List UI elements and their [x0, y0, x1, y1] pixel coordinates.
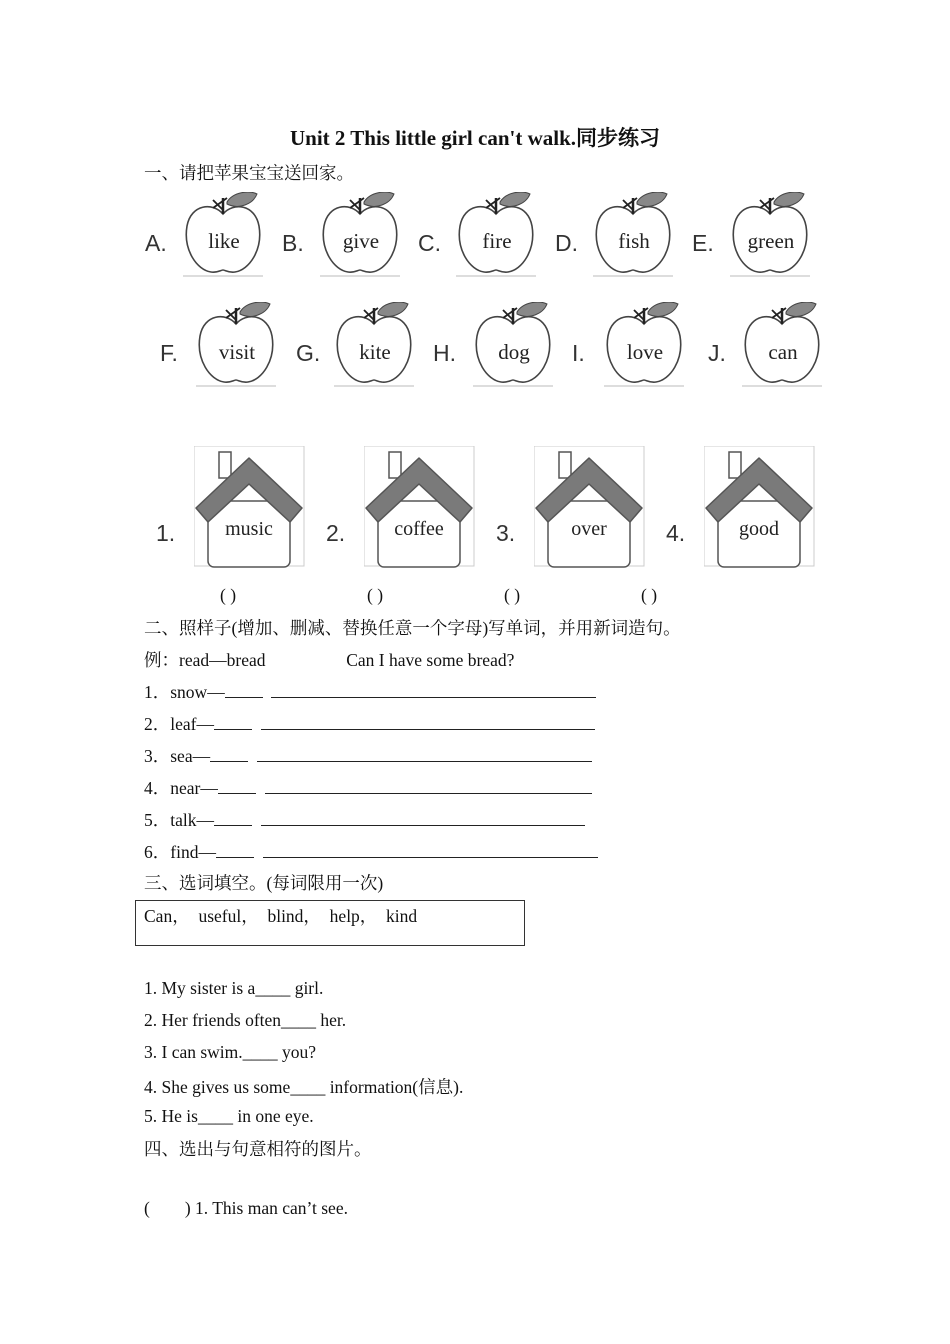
section-1-heading: 一、请把苹果宝宝送回家。	[144, 163, 354, 183]
apple-letter: F.	[160, 340, 178, 366]
word-blank[interactable]	[218, 779, 256, 794]
sentence-blank[interactable]	[257, 747, 592, 762]
apple-letter: B.	[282, 230, 304, 256]
example-label: 例：read—bread	[144, 650, 266, 670]
fill-sentence: 1. My sister is a____ girl.	[144, 978, 324, 998]
apple-letter: G.	[296, 340, 321, 366]
rewrite-item	[144, 743, 592, 768]
house-word: coffee	[394, 518, 444, 540]
section-2-heading: 二、照样子(增加、删减、替换任意一个字母)写单词，并用新词造句。	[144, 618, 681, 638]
apple-row-1	[0, 192, 950, 282]
apple-letter: C.	[418, 230, 441, 256]
house-word: good	[739, 518, 779, 540]
apple-letter: J.	[708, 340, 726, 366]
apple-word: give	[342, 229, 380, 253]
house-word: music	[225, 518, 273, 540]
rewrite-prompt: 3．sea—	[144, 746, 211, 766]
apple-word: can	[768, 340, 798, 364]
house-number: 1.	[156, 520, 176, 546]
rewrite-prompt: 6．find—	[144, 842, 216, 862]
example-sentence: Can I have some bread?	[346, 650, 515, 670]
apple-letter: D.	[555, 230, 578, 256]
page-title: Unit 2 This little girl can't walk.同步练习	[289, 126, 661, 150]
house-icon	[534, 446, 646, 568]
sentence-blank[interactable]	[261, 811, 585, 826]
apple-word: green	[747, 229, 795, 253]
apple-letter: I.	[572, 340, 585, 366]
answer-blank[interactable]: ( )	[504, 585, 521, 605]
apple-word: like	[208, 229, 240, 253]
house-word: over	[571, 518, 607, 540]
word-blank[interactable]	[225, 683, 263, 698]
apple-word: visit	[218, 340, 256, 364]
word-bank-box	[135, 900, 525, 946]
fill-sentence: 4. She gives us some____ information(信息).	[144, 1077, 464, 1097]
apple-row-2	[0, 302, 950, 392]
word-blank[interactable]	[210, 747, 248, 762]
house-number: 2.	[326, 520, 346, 546]
section-4-heading: 四、选出与句意相符的图片。	[144, 1139, 372, 1159]
fill-sentence: 2. Her friends often____ her.	[144, 1010, 347, 1030]
word-blank[interactable]	[214, 811, 252, 826]
sentence-blank[interactable]	[271, 683, 596, 698]
sentence-blank[interactable]	[263, 843, 598, 858]
word-blank[interactable]	[216, 843, 254, 858]
rewrite-item	[144, 839, 598, 864]
house-icon	[194, 446, 306, 568]
rewrite-prompt: 2．leaf—	[144, 714, 214, 734]
picture-question: ( ) 1. This man can’t see.	[144, 1198, 348, 1218]
apple-letter: A.	[145, 230, 167, 256]
rewrite-item	[144, 775, 592, 800]
rewrite-prompt: 1．snow—	[144, 682, 225, 702]
sentence-blank[interactable]	[265, 779, 592, 794]
apple-letter: E.	[692, 230, 714, 256]
example-line	[144, 647, 514, 672]
rewrite-item	[144, 711, 595, 736]
apple-word: fish	[618, 229, 650, 253]
house-row	[0, 446, 950, 571]
section-3-heading: 三、选词填空。(每词限用一次)	[144, 873, 384, 893]
apple-word: dog	[498, 340, 530, 364]
rewrite-prompt: 5．talk—	[144, 810, 214, 830]
house-number: 4.	[666, 520, 686, 546]
apple-word: kite	[359, 340, 391, 364]
rewrite-prompt: 4．near—	[144, 778, 218, 798]
rewrite-item	[144, 679, 596, 704]
answer-blank[interactable]: ( )	[220, 585, 237, 605]
apple-word: love	[626, 340, 664, 364]
answer-blank[interactable]: ( )	[641, 585, 658, 605]
apple-word: fire	[482, 229, 512, 253]
word-bank: Can， useful， blind， help， kind	[144, 906, 418, 926]
house-number: 3.	[496, 520, 516, 546]
sentence-blank[interactable]	[261, 715, 595, 730]
fill-sentence: 3. I can swim.____ you?	[144, 1042, 317, 1062]
house-icon	[364, 446, 476, 568]
rewrite-item	[144, 807, 585, 832]
answer-blank[interactable]: ( )	[367, 585, 384, 605]
house-icon	[704, 446, 816, 568]
apple-letter: H.	[433, 340, 456, 366]
fill-sentence: 5. He is____ in one eye.	[144, 1106, 314, 1126]
word-blank[interactable]	[214, 715, 252, 730]
